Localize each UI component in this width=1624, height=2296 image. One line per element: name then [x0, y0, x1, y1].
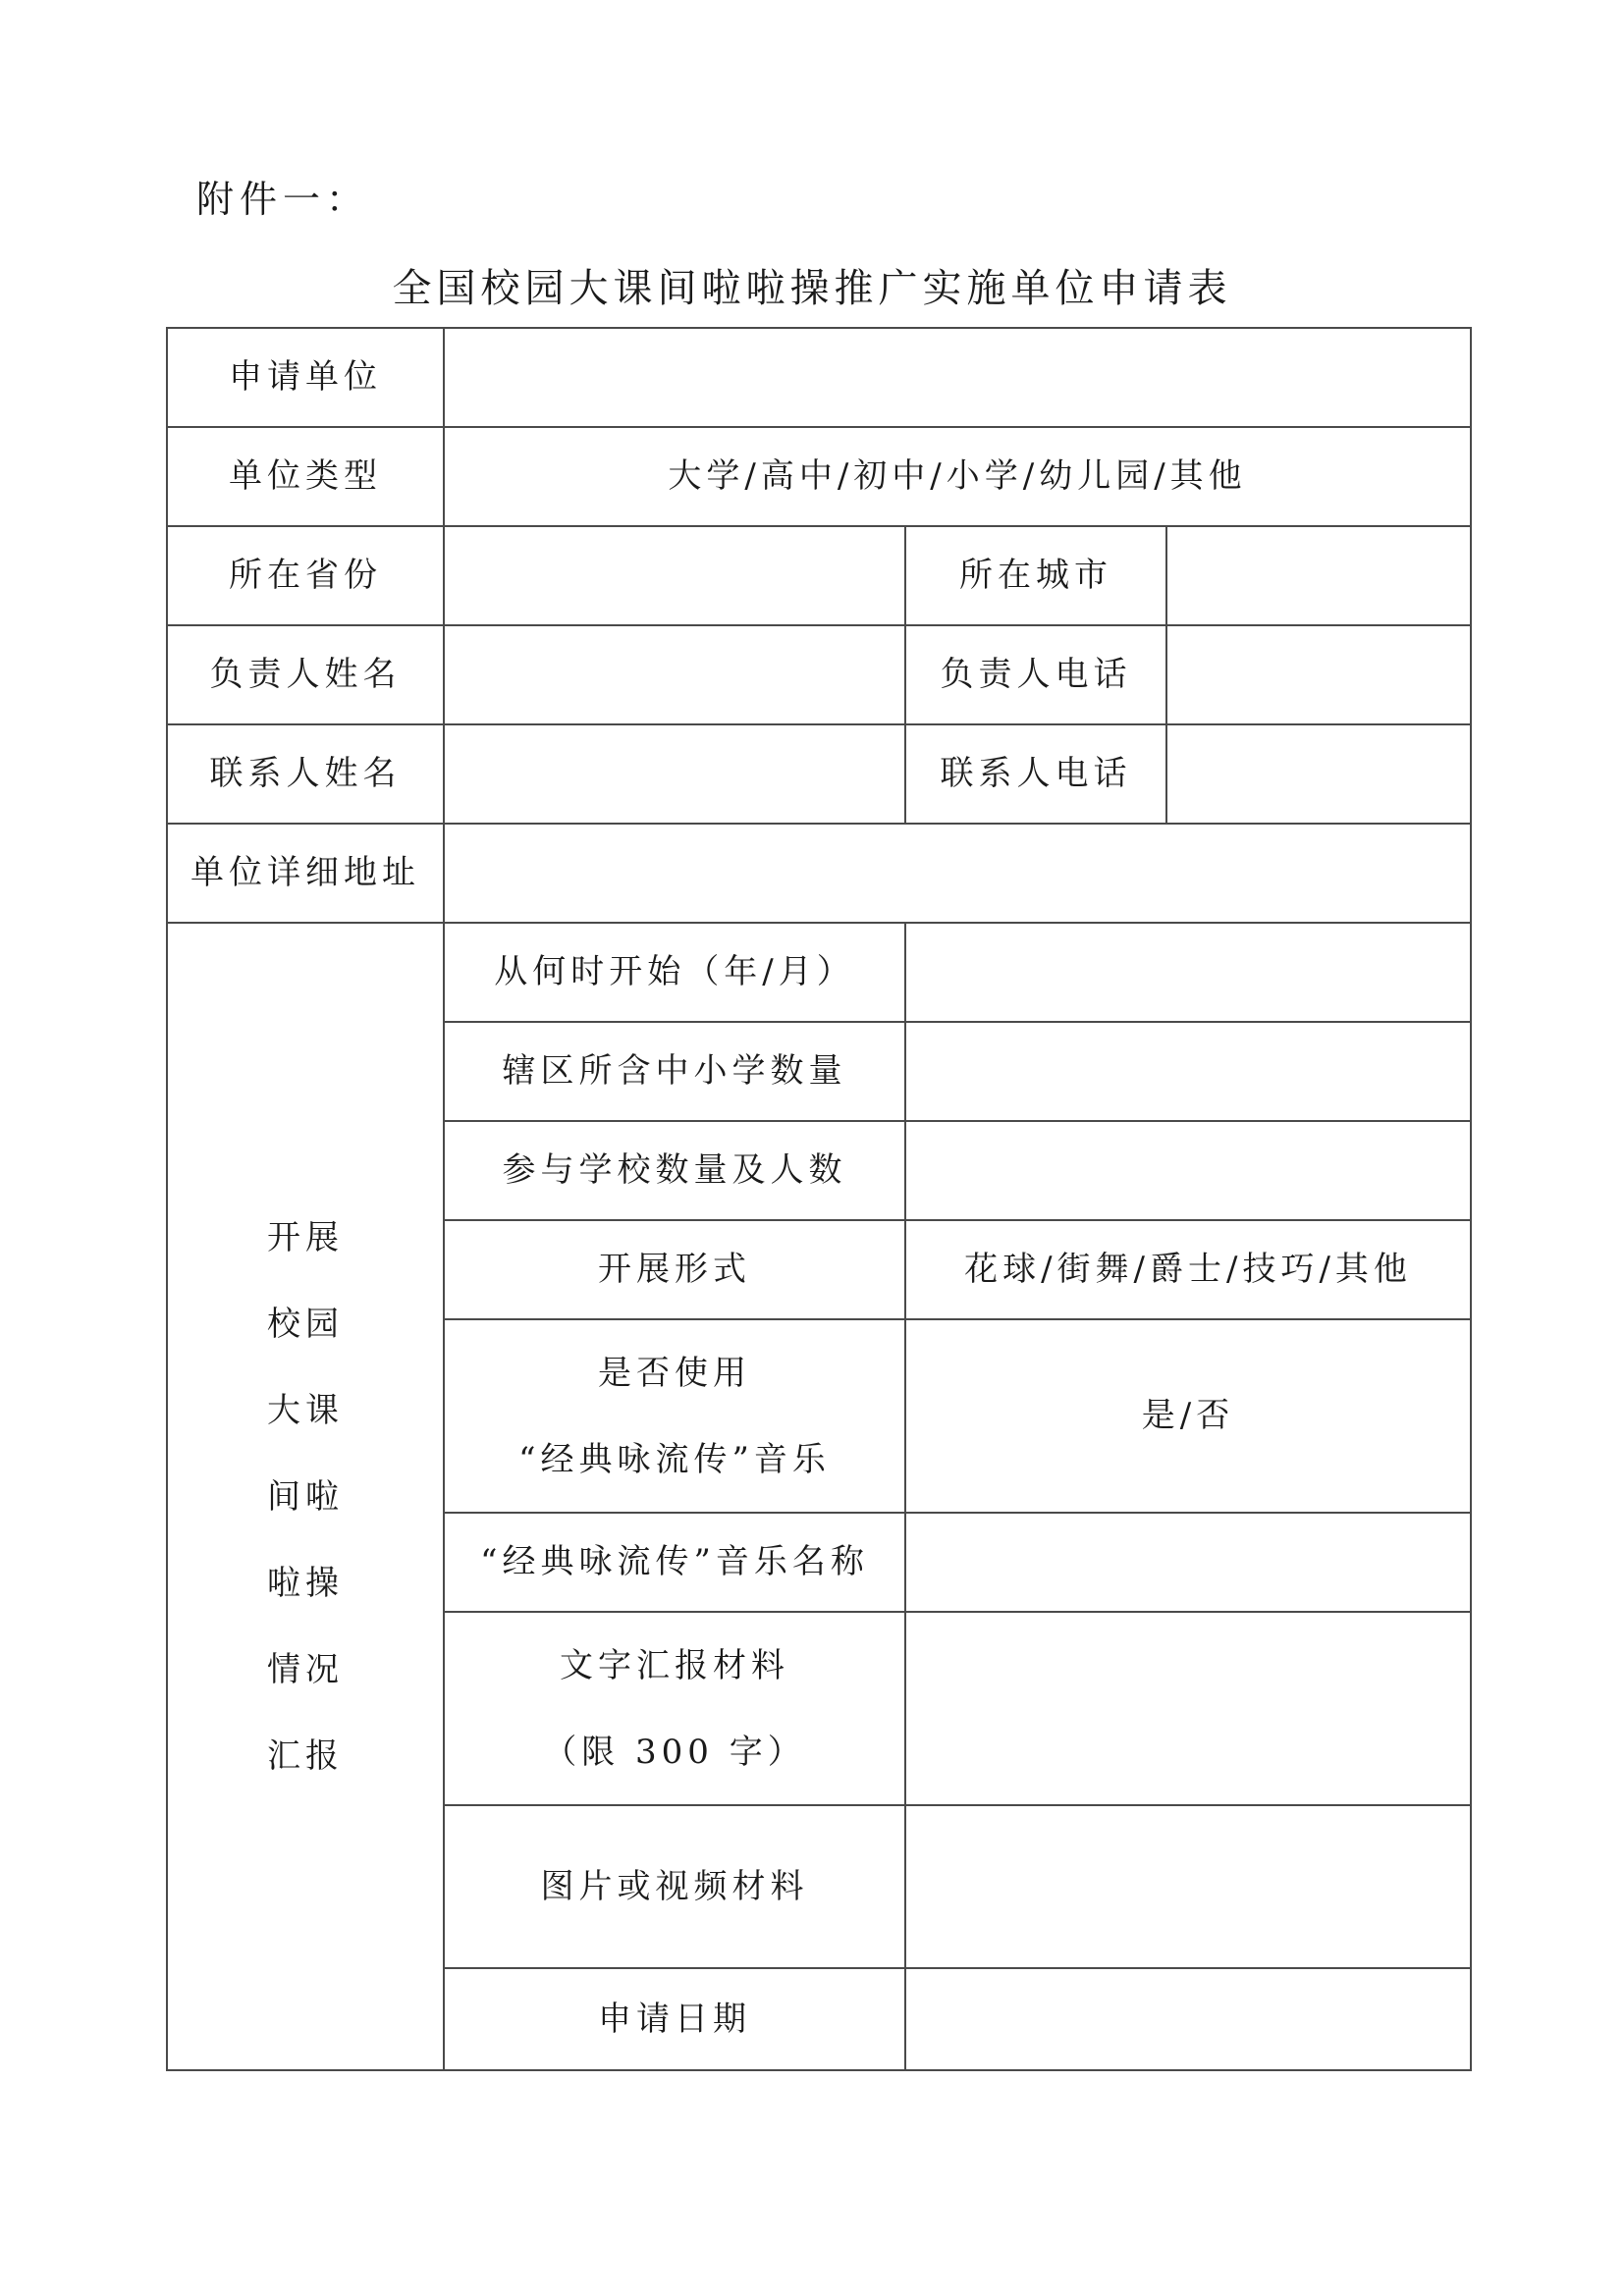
city-label: 所在城市 [905, 526, 1166, 625]
media-value[interactable] [905, 1805, 1471, 1968]
school-count-value[interactable] [905, 1022, 1471, 1121]
application-form-table [166, 327, 1472, 2071]
form-label: 开展形式 [444, 1220, 905, 1319]
row-unit-type [167, 427, 1471, 526]
media-label: 图片或视频材料 [444, 1805, 905, 1968]
start-time-value[interactable] [905, 923, 1471, 1022]
row-address [167, 824, 1471, 923]
participants-label: 参与学校数量及人数 [444, 1121, 905, 1220]
use-music-label-line1: 是否使用 [598, 1353, 751, 1393]
contact-phone-value[interactable] [1166, 724, 1471, 824]
apply-date-value[interactable] [905, 1968, 1471, 2070]
row-province-city [167, 526, 1471, 625]
section-label [167, 923, 444, 2070]
start-time-label: 从何时开始（年/月） [444, 923, 905, 1022]
row-leader [167, 625, 1471, 724]
use-music-label [444, 1319, 905, 1513]
leader-name-value[interactable] [444, 625, 905, 724]
leader-name-label: 负责人姓名 [167, 625, 444, 724]
contact-phone-label: 联系人电话 [905, 724, 1166, 824]
use-music-value[interactable]: 是/否 [905, 1319, 1471, 1513]
contact-name-label: 联系人姓名 [167, 724, 444, 824]
applicant-unit-label: 申请单位 [167, 328, 444, 427]
section-label-line: 开展 [267, 1217, 344, 1257]
contact-name-value[interactable] [444, 724, 905, 824]
text-report-label-line2: （限 300 字） [543, 1732, 806, 1772]
text-report-value[interactable] [905, 1612, 1471, 1805]
attachment-label: 附件一： [196, 178, 370, 221]
city-value[interactable] [1166, 526, 1471, 625]
text-report-label [444, 1612, 905, 1805]
row-start-time [167, 923, 1471, 1022]
section-label-line: 啦操 [267, 1563, 344, 1603]
section-label-line: 汇报 [267, 1735, 344, 1776]
row-contact [167, 724, 1471, 824]
music-name-label: “经典咏流传”音乐名称 [444, 1513, 905, 1612]
form-title: 全国校园大课间啦啦操推广实施单位申请表 [392, 266, 1232, 311]
row-applicant-unit [167, 328, 1471, 427]
province-value[interactable] [444, 526, 905, 625]
address-value[interactable] [444, 824, 1471, 923]
leader-phone-value[interactable] [1166, 625, 1471, 724]
section-label-line: 校园 [267, 1304, 344, 1344]
leader-phone-label: 负责人电话 [905, 625, 1166, 724]
music-name-value[interactable] [905, 1513, 1471, 1612]
section-label-line: 大课 [267, 1390, 344, 1430]
apply-date-label: 申请日期 [444, 1968, 905, 2070]
applicant-unit-value[interactable] [444, 328, 1471, 427]
unit-type-value[interactable]: 大学/高中/初中/小学/幼儿园/其他 [444, 427, 1471, 526]
unit-type-label: 单位类型 [167, 427, 444, 526]
section-label-line: 情况 [267, 1649, 344, 1689]
school-count-label: 辖区所含中小学数量 [444, 1022, 905, 1121]
form-value[interactable]: 花球/街舞/爵士/技巧/其他 [905, 1220, 1471, 1319]
address-label: 单位详细地址 [167, 824, 444, 923]
use-music-label-line2: “经典咏流传”音乐 [518, 1439, 831, 1479]
section-label-line: 间啦 [267, 1476, 344, 1517]
participants-value[interactable] [905, 1121, 1471, 1220]
text-report-label-line1: 文字汇报材料 [560, 1645, 789, 1685]
province-label: 所在省份 [167, 526, 444, 625]
